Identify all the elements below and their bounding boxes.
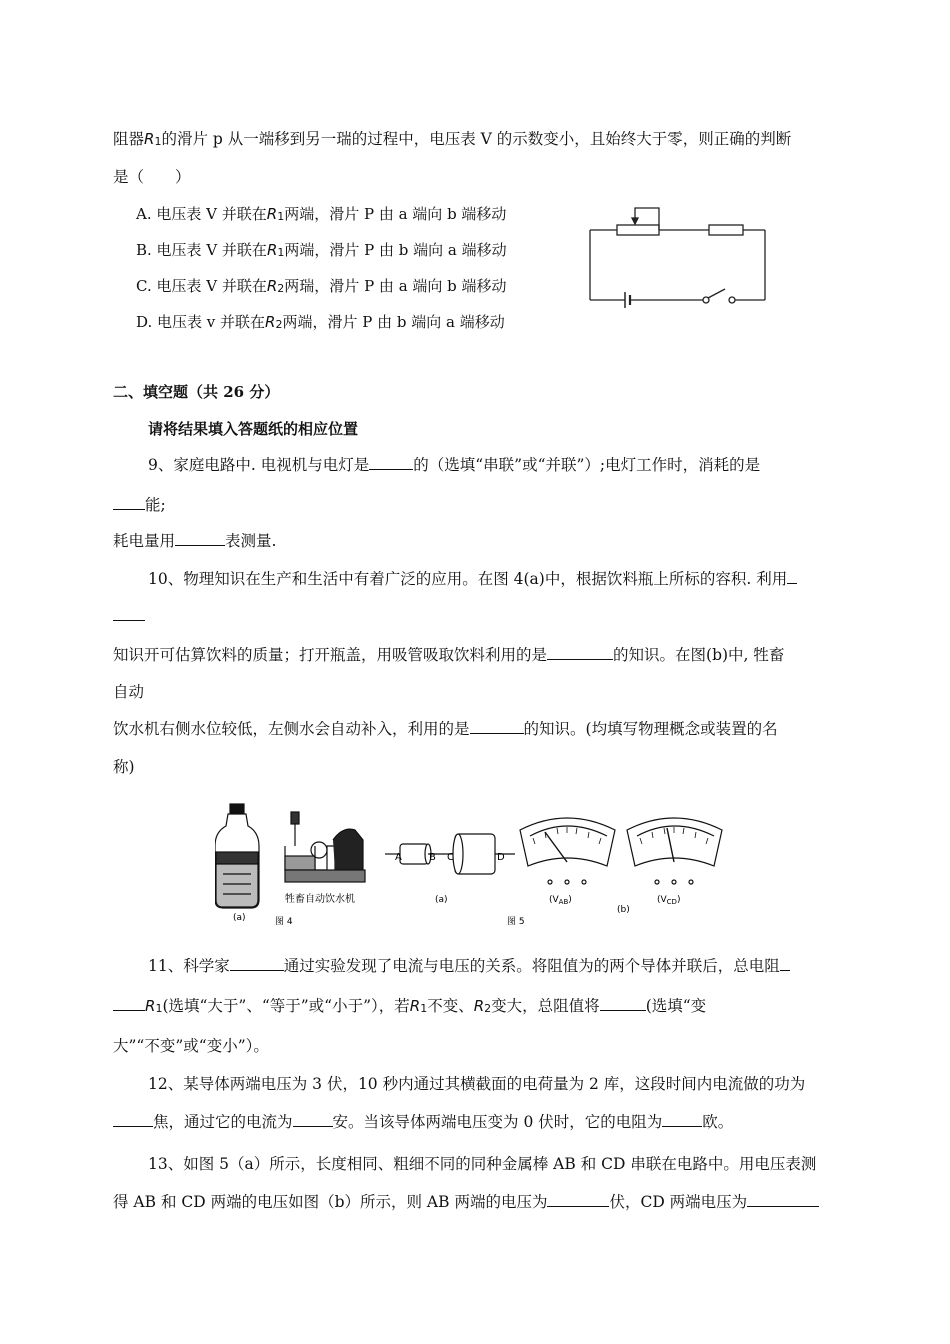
q8-line2: 是（ ） bbox=[113, 168, 191, 186]
rod-label-c: C bbox=[447, 852, 454, 863]
answer-blank[interactable] bbox=[175, 531, 225, 546]
voltmeter-ab bbox=[520, 818, 615, 884]
rod-label-d: D bbox=[497, 852, 505, 863]
switch-lever bbox=[708, 289, 725, 298]
fig4-label: 图 4 bbox=[275, 917, 293, 927]
figures-4-5 bbox=[215, 800, 755, 935]
fig4-machine-label: 牲畜自动饮水机 bbox=[285, 894, 355, 905]
q9-line1: 9、家庭电路中. 电视机与电灯是 的（选填“串联”或“并联”）;电灯工作时，消耗的是 bbox=[148, 456, 761, 474]
q10-line1: 10、物理知识在生产和生活中有着广泛的应用。在图 4(a)中，根据饮料瓶上所标的容积. 利用 bbox=[148, 568, 797, 590]
rod-label-b: B bbox=[429, 852, 436, 863]
answer-blank[interactable] bbox=[547, 645, 613, 660]
q11-line3: 大”“不变”或“变小”）。 bbox=[113, 1037, 269, 1055]
q8-option-a: A. 电压表 V 并联在R1两端，滑片 P 由 a 端向 b 端移动 bbox=[136, 205, 507, 223]
q12-line2: 焦，通过它的电流为 安。当该导体两端电压变为 0 伏时，它的电阻为 欧。 bbox=[113, 1111, 733, 1133]
fig5-a-label: (a) bbox=[435, 895, 448, 905]
q8-option-b: B. 电压表 V 并联在R1两端，滑片 P 由 b 端向 a 端移动 bbox=[136, 241, 507, 259]
answer-blank[interactable] bbox=[547, 1192, 609, 1207]
answer-blank[interactable] bbox=[113, 1112, 153, 1127]
bottle-illustration bbox=[215, 804, 259, 908]
meter-ab-caption: $(V_{AB})$ bbox=[549, 895, 572, 906]
answer-blank[interactable] bbox=[113, 606, 145, 621]
answer-blank[interactable] bbox=[113, 996, 145, 1011]
voltmeter-cd bbox=[627, 818, 722, 884]
answer-blank[interactable] bbox=[113, 495, 145, 510]
answer-blank[interactable] bbox=[470, 719, 524, 734]
q11-line1: 11、科学家 通过实验发现了电流与电压的关系。将阻值为的两个导体并联后，总电阻 bbox=[148, 955, 790, 977]
rod-label-a: A bbox=[395, 852, 402, 863]
answer-blank[interactable] bbox=[293, 1112, 333, 1127]
answer-blank[interactable] bbox=[747, 1192, 819, 1207]
answer-blank[interactable] bbox=[230, 956, 284, 971]
q10-line4: 自动 bbox=[113, 683, 145, 701]
answer-blank[interactable] bbox=[600, 996, 646, 1011]
q10-line3: 知识开可估算饮料的质量；打开瓶盖，用吸管吸取饮料利用的是 的知识。在图(b)中, 牲畜 bbox=[113, 646, 785, 664]
resistor-r2 bbox=[709, 225, 743, 235]
q10-line5: 饮水机右侧水位较低，左侧水会自动补入，利用的是 的知识。(均填写物理概念或装置的名 bbox=[113, 720, 778, 738]
r1-symbol: R1 bbox=[144, 130, 162, 148]
answer-blank[interactable] bbox=[780, 956, 790, 971]
meter-cd-caption: $(V_{CD})$ bbox=[657, 895, 681, 906]
q10-line2 bbox=[113, 605, 145, 627]
q9-line3: 耗电量用 表测量. bbox=[113, 532, 277, 550]
q12-line1: 12、某导体两端电压为 3 伏，10 秒内通过其横截面的电荷量为 2 库，这段时间内电流做的功为 bbox=[148, 1075, 806, 1093]
answer-blank[interactable] bbox=[662, 1112, 702, 1127]
q13-line2: 得 AB 和 CD 两端的电压如图（b）所示，则 AB 两端的电压为 伏，CD 两端电压为 bbox=[113, 1191, 819, 1213]
circuit-diagram bbox=[585, 200, 770, 310]
fig5-b-label: (b) bbox=[617, 905, 630, 915]
section-title: 二、填空题（共 26 分） bbox=[113, 383, 280, 401]
q13-line1: 13、如图 5（a）所示，长度相同、粗细不同的同种金属棒 AB 和 CD 串联在电路中。用电压表测 bbox=[148, 1155, 817, 1173]
fig4-a-label: (a) bbox=[233, 913, 246, 923]
q8-option-c: C. 电压表 V 并联在R2两瑞，滑片 P 由 a 端向 b 端移动 bbox=[136, 277, 507, 295]
slider-p bbox=[635, 208, 659, 230]
q10-line6: 称) bbox=[113, 758, 135, 776]
rheostat-r1 bbox=[617, 225, 659, 235]
switch-contact-right bbox=[729, 297, 735, 303]
q8-line1: 阻器R1的滑片 p 从一端移到另一瑞的过程中，电压表 V 的示数变小，且始终大于零，则正确的判断 bbox=[113, 130, 792, 148]
answer-blank[interactable] bbox=[369, 455, 413, 470]
drinking-machine-illustration bbox=[285, 812, 365, 882]
answer-blank[interactable] bbox=[787, 569, 797, 584]
q8-option-d: D. 电压表 v 并联在R2两端，滑片 P 由 b 端向 a 端移动 bbox=[136, 313, 505, 331]
q11-line2: R1(选填“大于”、“等于”或“小于”），若R1不变、R2变大，总阻值将 (选填“变 bbox=[113, 995, 706, 1020]
fig5-label: 图 5 bbox=[507, 917, 525, 927]
q9-line2: 能; bbox=[113, 494, 166, 516]
section-instruction: 请将结果填入答题纸的相应位置 bbox=[148, 420, 359, 438]
